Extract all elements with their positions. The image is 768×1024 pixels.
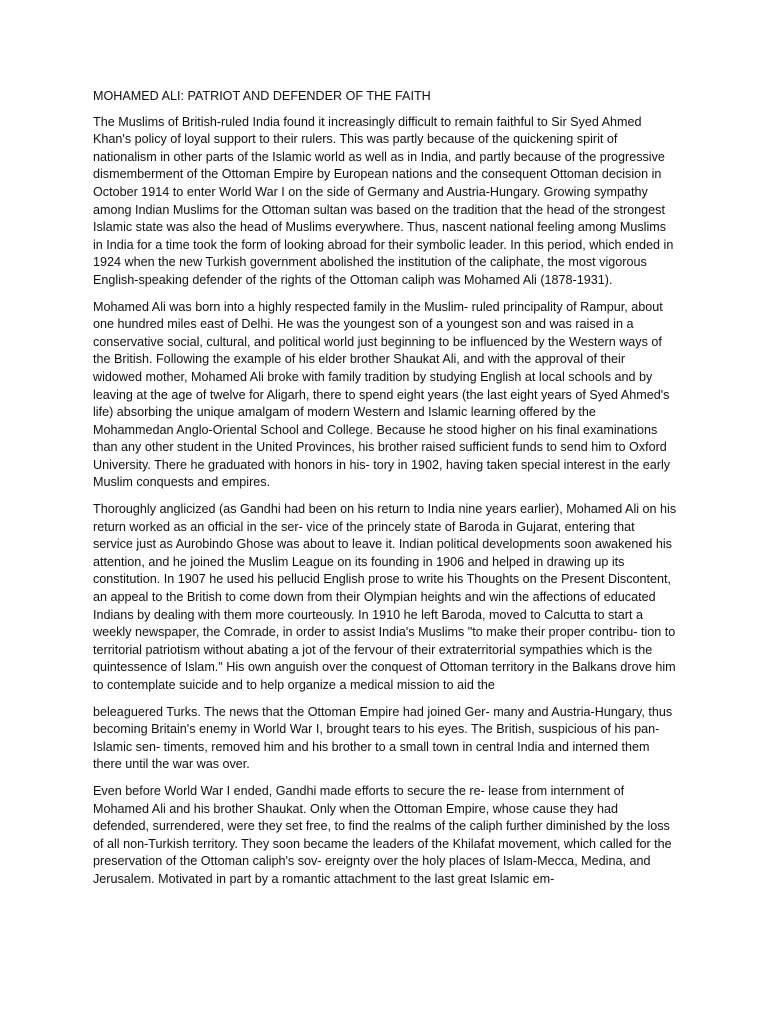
paragraph-2: Mohamed Ali was born into a highly respected family in the Muslim- ruled principality of Rampur, about one hundred miles east of Delhi. He was the youngest son of a youngest son and was raised in a conservative social, cultural, and political world just beginning to be influenced by the Western ways of the British. Following the example of his elder brother Shaukat Ali, and with the approval of their widowed mother, Mohamed Ali broke with family tradition by studying English at local schools and by leaving at the age of twelve for Aligarh, there to spend eight years (the last eight years of Syed Ahmed's life) absorbing the unique amalgam of modern Western and Islamic learning offered by the Mohammedan Anglo-Oriental School and College. Because he stood higher on his final examinations than any other student in the United Provinces, his brother raised sufficient funds to send him to Oxford University. There he graduated with honors in his- tory in 1902, having taken special interest in the early Muslim conquests and empires. (93, 299, 671, 490)
document-title: MOHAMED ALI: PATRIOT AND DEFENDER OF THE FAITH (93, 89, 431, 103)
document-page (93, 88, 677, 898)
paragraph-3: Thoroughly anglicized (as Gandhi had been on his return to India nine years earlier), Mohamed Ali on his return worked as an official in the ser- vice of the princely state of Baroda in Gujarat, entering that service just as Aurobindo Ghose was about to leave it. Indian political developments soon awakened his attention, and he joined the Muslim League on its founding in 1906 and helped in drawing up its constitution. In 1907 he used his pellucid English prose to write his Thoughts on the Present Discontent, an appeal to the British to come down from their Olympian heights and win the affections of educated Indians by dealing with them more courteously. In 1910 he left Baroda, moved to Calcutta to start a weekly newspaper, the Comrade, in order to assist India's Muslims "to make their proper contribu- tion to territorial patriotism without abating a jot of the fervour of their extraterritorial sympathies which is the quintessence of Islam." His own anguish over the conquest of Ottoman territory in the Balkans drove him to contemplate suicide and to help organize a medical mission to aid the (93, 502, 677, 692)
paragraph-1: The Muslims of British-ruled India found it increasingly difficult to remain faithful to Sir Syed Ahmed Khan's policy of loyal support to their rulers. This was partly because of the quickening spirit of nationalism in other parts of the Islamic world as well as in India, and partly because of the progressive dismemberment of the Ottoman Empire by European nations and the consequent Ottoman decision in October 1914 to enter World War I on the side of Germany and Austria-Hungary. Growing sympathy among Indian Muslims for the Ottoman sultan was based on the tradition that the head of the strongest Islamic state was also the head of Muslims everywhere. Thus, nascent national feeling among Muslims in India for a time took the form of looking abroad for their symbolic leader. In this period, which ended in 1924 when the new Turkish government abolished the institution of the caliphate, the most vigorous English-speaking defender of the rights of the Ottoman caliph was Mohamed Ali (1878-1931). (93, 114, 674, 287)
paragraph-4: beleaguered Turks. The news that the Ottoman Empire had joined Ger- many and Austria-Hungary, thus becoming Britain's enemy in World War I, brought tears to his eyes. The British, suspicious of his pan-Islamic sen- timents, removed him and his brother to a small town in central India and interned them there until the war was over. (93, 704, 673, 772)
paragraph-5: Even before World War I ended, Gandhi made efforts to secure the re- lease from internment of Mohamed Ali and his brother Shaukat. Only when the Ottoman Empire, whose cause they had defended, surrendered, were they set free, to find the realms of the caliph further diminished by the loss of all non-Turkish territory. They soon became the leaders of the Khilafat movement, which called for the preservation of the Ottoman caliph's sov- ereignty over the holy places of Islam-Mecca, Medina, and Jerusalem. Motivated in part by a romantic attachment to the last great Islamic em- (93, 783, 672, 886)
